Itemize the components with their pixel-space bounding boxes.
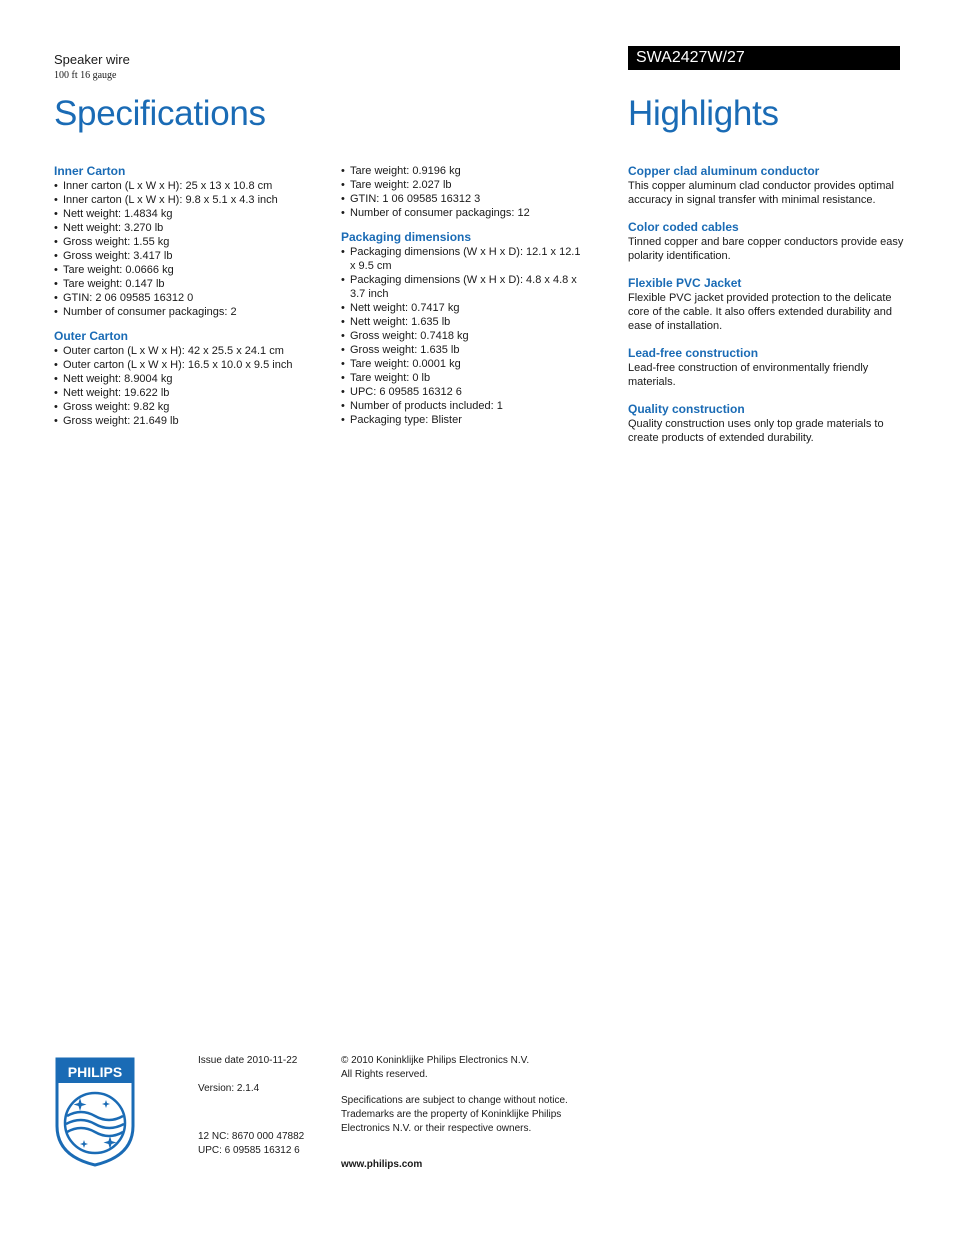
disclaimer-line: Electronics N.V. or their respective owners. [341,1123,532,1134]
rights: All Rights reserved. [341,1069,428,1080]
spec-item: • Gross weight: 0.7418 kg [341,329,581,343]
spec-section-outer-carton [54,329,334,428]
nc-number: 12 NC: 8670 000 47882 [198,1131,305,1142]
specs-column-2 [341,164,581,437]
logo-wordmark: PHILIPS [67,1064,123,1080]
product-subtitle: 100 ft 16 gauge [54,70,117,81]
highlight-text: Tinned copper and bare copper conductors provide easy polarity identification. [628,236,904,262]
spec-item: • Tare weight: 0.9196 kg [341,164,581,178]
highlight-item [628,220,904,263]
spec-item: • Packaging dimensions (W x H x D): 12.1 x 12.1 x 9.5 cm [341,245,581,273]
issue-date: Issue date 2010-11-22 [198,1055,298,1066]
spec-item: • Nett weight: 3.270 lb [54,221,334,235]
spec-item: • Nett weight: 8.9004 kg [54,372,334,386]
upc-number: UPC: 6 09585 16312 6 [198,1145,300,1156]
spec-list [341,164,581,220]
spec-item: • Number of consumer packagings: 2 [54,305,334,319]
disclaimer-line: Specifications are subject to change without notice. [341,1095,568,1106]
spec-item: • Nett weight: 0.7417 kg [341,301,581,315]
spec-item: • Outer carton (L x W x H): 42 x 25.5 x 24.1 cm [54,344,334,358]
highlight-item [628,346,904,389]
spec-item: • Inner carton (L x W x H): 25 x 13 x 10.8 cm [54,179,334,193]
highlight-item [628,276,904,333]
spec-item: • Tare weight: 0.147 lb [54,277,334,291]
spec-item: • Number of consumer packagings: 12 [341,206,581,220]
version: Version: 2.1.4 [198,1083,260,1094]
website-link[interactable]: www.philips.com [341,1159,423,1170]
spec-item: • GTIN: 1 06 09585 16312 3 [341,192,581,206]
spec-section-inner-carton [54,164,334,319]
spec-list [341,245,581,427]
spec-list [54,179,334,319]
highlight-title: Flexible PVC Jacket [628,276,742,290]
specs-column-1 [54,164,334,438]
spec-item: • Number of products included: 1 [341,399,581,413]
spec-item: • Tare weight: 2.027 lb [341,178,581,192]
spec-section-title: Packaging dimensions [341,230,472,244]
spec-item: • UPC: 6 09585 16312 6 [341,385,581,399]
highlights-column [628,164,904,458]
disclaimer-line: Trademarks are the property of Koninklijke Philips [341,1109,562,1120]
footer-meta [198,1054,328,1158]
spec-item: • Nett weight: 1.4834 kg [54,207,334,221]
spec-section-title: Inner Carton [54,164,126,178]
product-name: Speaker wire [54,52,130,67]
spec-item: • Packaging type: Blister [341,413,581,427]
philips-shield-icon [54,1056,136,1168]
copyright: © 2010 Koninklijke Philips Electronics N.V. [341,1055,530,1066]
spec-section-packaging-dimensions [341,230,581,427]
highlight-text: Flexible PVC jacket provided protection to the delicate core of the cable. It also offers extended durability and ease of installation. [628,292,892,332]
highlight-item [628,402,904,445]
highlight-text: This copper aluminum clad conductor provides optimal accuracy in signal transfer with minimal resistance. [628,180,894,206]
highlight-title: Quality construction [628,402,745,416]
spec-item: • GTIN: 2 06 09585 16312 0 [54,291,334,305]
spec-list [54,344,334,428]
spec-item: • Nett weight: 1.635 lb [341,315,581,329]
footer-legal [341,1054,601,1172]
spec-item: • Gross weight: 21.649 lb [54,414,334,428]
highlights-title: Highlights [628,94,779,133]
highlight-title: Copper clad aluminum conductor [628,164,820,178]
spec-item: • Packaging dimensions (W x H x D): 4.8 x 4.8 x 3.7 inch [341,273,581,301]
spec-item: • Gross weight: 9.82 kg [54,400,334,414]
highlight-text: Lead-free construction of environmentally friendly materials. [628,362,869,388]
specifications-title: Specifications [54,94,266,133]
spec-item: • Tare weight: 0.0001 kg [341,357,581,371]
spec-section-outer-carton-continued [341,164,581,220]
spec-item: • Tare weight: 0 lb [341,371,581,385]
spec-item: • Tare weight: 0.0666 kg [54,263,334,277]
spec-item: • Gross weight: 1.55 kg [54,235,334,249]
spec-item: • Gross weight: 3.417 lb [54,249,334,263]
model-number-bar: SWA2427W/27 [628,46,900,70]
spec-section-title: Outer Carton [54,329,129,343]
highlight-title: Lead-free construction [628,346,759,360]
spec-item: • Inner carton (L x W x H): 9.8 x 5.1 x 4.3 inch [54,193,334,207]
spec-item: • Gross weight: 1.635 lb [341,343,581,357]
spec-item: • Outer carton (L x W x H): 16.5 x 10.0 x 9.5 inch [54,358,334,372]
philips-shield-logo [54,1056,136,1168]
highlight-title: Color coded cables [628,220,739,234]
highlight-item [628,164,904,207]
highlight-text: Quality construction uses only top grade materials to create products of extended durability. [628,418,884,444]
spec-item: • Nett weight: 19.622 lb [54,386,334,400]
